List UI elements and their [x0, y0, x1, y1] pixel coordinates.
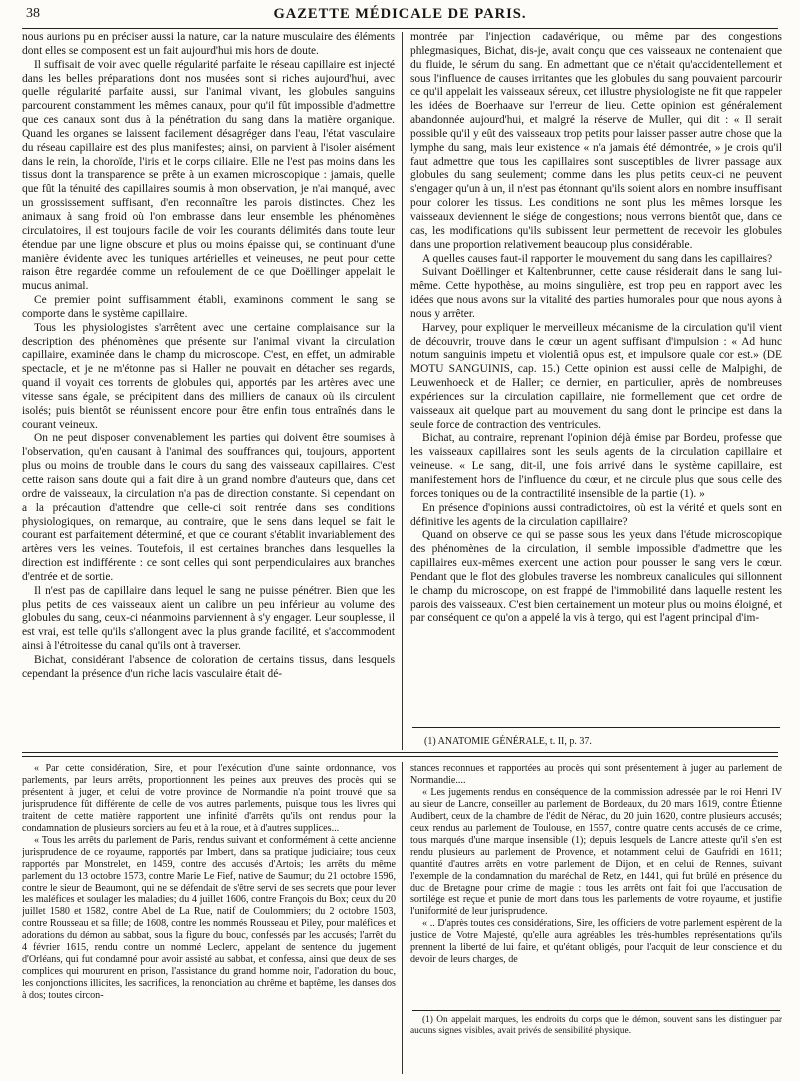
footnote-rule [412, 1010, 780, 1011]
paragraph: Tous les physiologistes s'arrêtent avec une certaine complaisance sur la description des phénomènes que présente sur l'animal vivant la circulation capillaire, examinée dans le champ du microscope. C'est, en effet, un admirable spectacle, et je ne m'étonne pas si Haller ne pouvait en détacher ses regards, quand il voyait ces torrents de globules qui, apportés par les artères avec une vitesse sans égale, se précipitent dans des milliers de canaux où ils circulent isolés; puis bientôt se réunissent encore pour être enfin tous entraînés dans le courant veineux. [22, 321, 395, 431]
bottom-footnote: (1) On appelait marques, les endroits du corps que le démon, souvent sans les distinguer par aucuns signes visibles, avait privés de sensibilité physique. [410, 1015, 782, 1037]
paragraph: Harvey, pour expliquer le merveilleux mécanisme de la circulation qu'il vient de découvrir, trouve dans le cœur un agent suffisant d'impulsion : « Ad hunc notum sanguinis impetu et violentiâ opus est, et impulsore quale cor est.» (DE MOTU SANGUINIS, cap. 15.) Cette opinion est aussi celle de Malpighi, de Leuwenhoeck et de Haller; ce dernier, en particulier, après de nombreuses expériences sur la circulation capillaire, nie formellement que cet ordre de vaisseaux ait quelque part au mouvement du sang dont le principe est dans la seule force de contraction des ventricules. [410, 321, 782, 431]
paragraph: montrée par l'injection cadavérique, ou même par des congestions phlegmasiques, Bichat, dis-je, avait conçu que ces vaisseaux ne contenaient que du fluide, le sérum du sang. En admettant que ce n'était qu'accidentellement et sous l'influence de causes irritantes que les globules du sang pouvaient parcourir ce qu'il appelait les vaisseaux séreux, cet illustre physiologiste ne fit que rappeler les idées de Boerhaave sur l'erreur de lieu. Cette opinion est généralement abandonnée aujourd'hui, et malgré la réserve de Muller, qui dit : « Il serait possible qu'il y eût des vaisseaux trop petits pour laisser passer autre chose que la lymphe du sang, mais leur existence « n'a jamais été démontrée, » je crois qu'il faut admettre que tous les capillaires sont susceptibles de livrer passage aux globules du sang seulement; comme dans les plus petits ceux-ci ne peuvent s'engager qu'un à un, il n'est pas étonnant qu'ils soient alors en nombre insuffisant pour colorer les tissus. Les conditions ne sont plus les mêmes lorsque les vaisseaux deviennent le siége de congestions; nous verrons bientôt que, dans ce cas, les modifications qu'ils subissent leur permettent de recevoir les globules dans une proportion relativement beaucoup plus considérable. [410, 31, 782, 251]
paragraph: A quelles causes faut-il rapporter le mouvement du sang dans les capillaires? [422, 252, 773, 265]
paragraph: « Les jugements rendus en conséquence de la commission adressée par le roi Henri IV au sieur de Lancre, conseiller au parlement de Bordeaux, du 20 mars 1619, contre Étienne Audibert, ceux de la chambre de l'édit de Nérac, du 20 juin 1620, contre plusieurs accusés; ceux rendus au parlement de Toulouse, en 1557, contre quatre cents accusés de ce crime, tous marqués d'une marque insensible (1); depuis lesquels de Lancre atteste qu'il s'en est rendu plusieurs au parlement de Provence, et notamment celui de Gaufridi en 1611; quantité d'autres arrêts en votre parlement de Dijon, et en celui de Rennes, suivant l'exemple de la condamnation du maréchal de Retz, en 1441, qui fut brûlé en présence du duc de Bretagne pour crime de magie : tous les arrêts ont fait foi que l'accusation de sortilége est reçue et punie de mort dans tous les parlements de votre royaume, et justifie l'uniformité de leur jurisprudence. [410, 786, 782, 918]
paragraph: « Tous les arrêts du parlement de Paris, rendus suivant et conformément à cette ancienne jurisprudence de ce royaume, rapportés par Imbert, dans sa pratique judiciaire; tous ceux rapportés par Monstrelet, en 1459, contre des accusés d'Artois; les arrêts du même parlement du 13 octobre 1573, contre Marie Le Fief, native de Saumur; du 21 octobre 1596, contre le sieur de Beaumont, qui ne se défendait de s'être servi de ses secrets que pour lever les maléfices et soulager les maladies; du 4 juillet 1606, contre François du Box; ceux du 20 juillet 1580 et 1582, contre Abel de La Rue, natif de Coulommiers; du 2 octobre 1503, contre Rousseau et sa fille; de 1608, contre les nommés Rousseau et Piley, pour maléfices et adorations du démon au sabbat, sous la figure du bouc, confessés par les accusés; l'arrêt du 4 février 1615, rendu contre un nommé Leclerc, appelant de sentence du jugement d'Orléans, qui fut condamné pour avoir assisté au sabbat, et confessa, ainsi que deux de ses complices qui moururent en prison, l'assistance du grand homme noir, l'adoration du bouc, les conjonctions illicites, les sacrifices, la renonciation au chrême et baptême, les danses dos à dos; toutes circon- [22, 834, 396, 1002]
bottom-left-column [22, 763, 396, 1075]
page-number: 38 [26, 6, 40, 21]
top-left-column [22, 31, 395, 743]
top-right-column [410, 31, 782, 727]
paragraph: Il suffisait de voir avec quelle régularité parfaite le réseau capillaire est injecté dans les belles préparations dont nos musées sont si riches aujourd'hui, avec quelle régularité parfaite aussi, sur l'animal vivant, les globules sanguins parcourent constamment les mêmes canaux, pour qu'il fût impossible d'admettre que ces canaux sont dus à la pénétration du sang dans la matière organique. Quand les organes se laissent facilement désagréger dans l'eau, l'état vasculaire du réseau capillaire est des plus manifestes; ainsi, on parvient à l'isoler aisément dans le rein, la choroïde, l'iris et le corps ciliaire. Elle ne l'est pas moins dans les tissus dont la transparence se prête à un examen microscopique : jamais, quelle que fût la ténuité des capillaires soumis à mon observation, je n'ai manqué, avec un grossissement suffisant, d'en reconnaître les parois distinctes. Chez les animaux à sang froid où l'on embrasse dans leur ensemble les phénomènes circulatoires, il est toujours facile de voir les courants délimités dans toute leur étendue par une ligne obscure et plus ou moins épaisse qui, se continuant d'une manière évidente avec les tuniques artérielles et veineuses, ne peut pour cette raison être regardée comme un refoulement de ce que Doëllinger appelait le mucus animal. [22, 58, 395, 293]
paragraph: On ne peut disposer convenablement les parties qui doivent être soumises à l'observation, qu'en causant à l'animal des souffrances qui, toujours, apportent plus ou moins de trouble dans le cours du sang des vaisseaux capillaires. C'est cette raison sans doute qui a fait dire à un grand nombre d'auteurs que, dans cet ordre de vaisseaux, la circulation n'a pas de direction constante. Si cependant on a la précaution d'attendre que celle-ci soit rentrée dans ses conditions physiologiques, on remarque, au contraire, que le sens dans lequel se fait le courant est parfaitement déterminé, et que ce courant s'établit invariablement des artères vers les veines. Toutefois, il est certaines branches dans lesquelles la direction est indifférente : ce sont celles qui sont perpendiculaires aux branches d'entrée et de sortie. [22, 432, 395, 583]
paragraph: « .. D'après toutes ces considérations, Sire, les officiers de votre parlement espèrent de la justice de Votre Majesté, qu'elle aura agréables les très-humbles représentations qu'ils prennent la liberté de lui faire, et qu'étant obligés, pour l'acquit de leur conscience et du devoir de leurs charges, de [410, 918, 782, 966]
column-divider [402, 762, 403, 1074]
paragraph: Bichat, considérant l'absence de coloration de certains tissus, dans lesquels cependant la présence d'un riche lacis vasculaire était dé- [22, 653, 395, 680]
paragraph: Il n'est pas de capillaire dans lequel le sang ne puisse pénétrer. Bien que les plus petits de ces vaisseaux aient un calibre un peu inférieur au volume des globules du sang, ceux-ci néanmoins parviennent à s'y engager. Leur souplesse, il est vrai, est telle qu'ils s'allongent avec la plus grande facilité, et s'accommodent ainsi à l'étroitesse du canal qu'ils ont à traverser. [22, 584, 395, 653]
paragraph: nous aurions pu en préciser aussi la nature, car la nature musculaire des éléments dont elles se composent est un fait aujourd'hui mis hors de doute. [22, 31, 395, 57]
paragraph: En présence d'opinions aussi contradictoires, où est la vérité et quels sont en définitive les agents de la circulation capillaire? [410, 501, 782, 528]
paragraph: Suivant Doëllinger et Kaltenbrunner, cette cause résiderait dans le sang lui-même. Cette hypothèse, au moins singulière, est trop peu en rapport avec les idées que nous avons sur la vitalité des parties humorales pour que nous ayons à nous y arrêter. [410, 266, 782, 320]
paragraph: Bichat, au contraire, reprenant l'opinion déjà émise par Bordeu, professe que les vaisseaux capillaires sont les seuls agents de la circulation capillaire et veineuse. « Le sang, dit-il, une fois arrivé dans le système capillaire, est manifestement hors de l'influence du cœur, et ne circule plus que sous celle des forces toniques ou de la contractilité insensible de la partie (1). » [410, 432, 782, 500]
running-header [20, 6, 780, 26]
section-rule [22, 756, 778, 757]
header-rule [22, 28, 778, 29]
column-divider [402, 32, 403, 750]
paragraph: Quand on observe ce qui se passe sous les yeux dans l'étude microscopique des phénomènes de la circulation, il semble impossible d'admettre que les capillaires eux-mêmes exercent une action pour pousser le sang vers le cœur. Pendant que le flot des globules traverse les nombreux canalicules qui sillonnent le champ du microscope, on est frappé de l'immobilité dans laquelle restent les parois des vaisseaux. C'est bien certainement un moteur plus ou moins éloigné, et par conséquent ce qu'on a appelé la vis à tergo, qui est l'agent principal d'im- [410, 529, 782, 625]
bottom-right-column [410, 763, 782, 999]
journal-title: GAZETTE MÉDICALE DE PARIS. [273, 6, 527, 22]
top-footnote: (1) ANATOMIE GÉNÉRALE, t. II, p. 37. [424, 736, 592, 747]
paragraph: Ce premier point suffisamment établi, examinons comment le sang se comporte dans le système capillaire. [22, 294, 395, 320]
section-rule [22, 752, 778, 753]
paragraph: « Par cette considération, Sire, et pour l'exécution d'une sainte ordonnance, vos parlements, par leurs arrêts, proportionnent les peines aux preuves des procès qui se présentent à juger, et celui de votre province de Normandie n'a point trouvé que sa jurisprudence fût différente de celle de vos autres parlements, puisque tous les livres qui traitent de cette matière rapportent une infinité d'arrêts qu'ils ont rendus pour la condamnation de plusieurs sorciers au feu et à la roue, et à d'autres supplices... [22, 763, 396, 834]
paragraph: stances reconnues et rapportées au procès qui sont présentement à juger au parlement de Normandie.... [410, 763, 782, 786]
footnote-rule [412, 727, 780, 728]
